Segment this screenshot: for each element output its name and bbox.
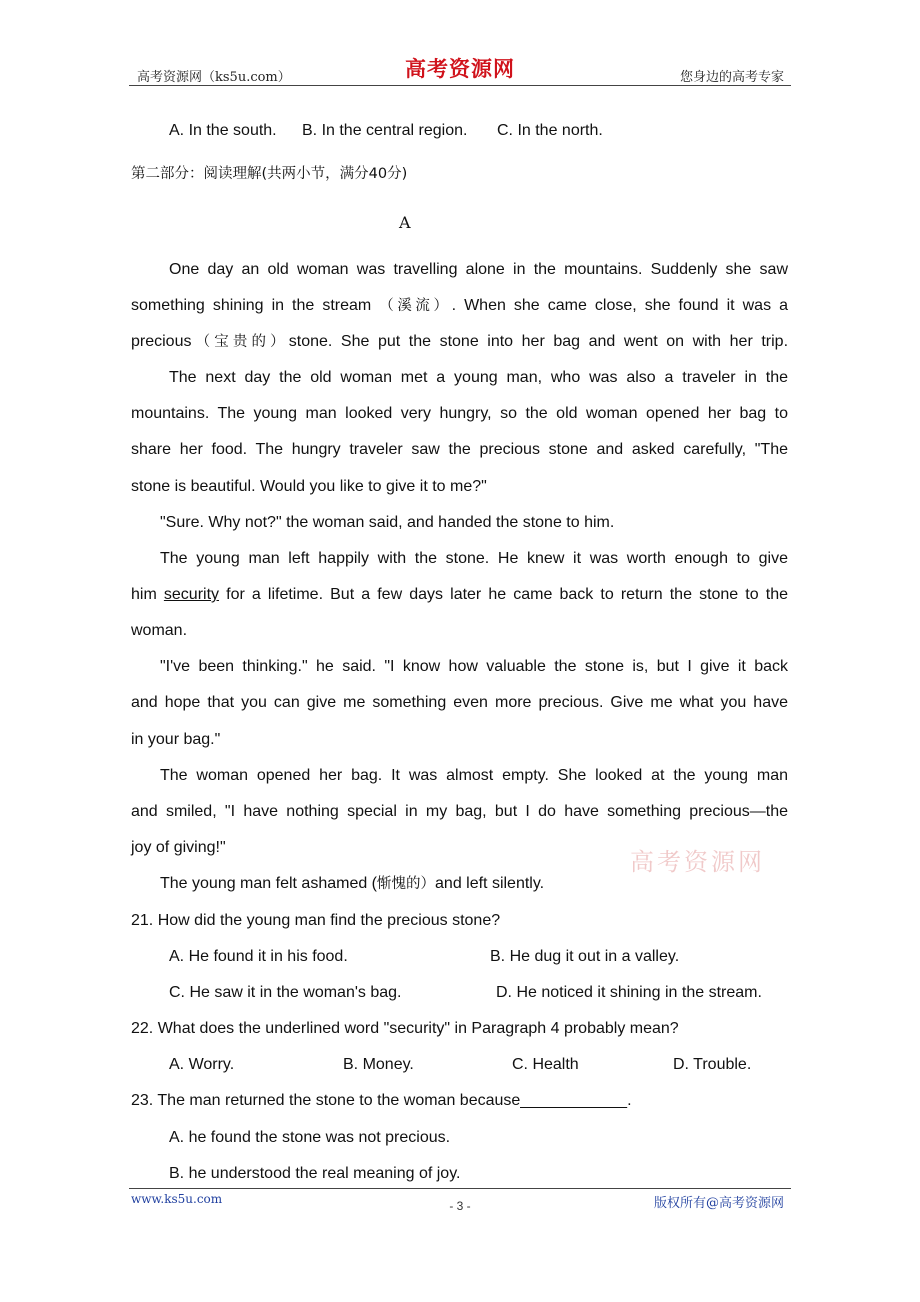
passage-line (131, 332, 788, 352)
watermark: 高考资源网 (630, 848, 765, 876)
header-site-name: 高考资源网（ks5u.com） (137, 70, 291, 85)
passage-text: The young man felt ashamed ( (160, 875, 378, 892)
passage-line: in your bag." (131, 731, 221, 748)
question-option: A. he found the stone was not precious. (169, 1129, 451, 1146)
passage-line: stone is beautiful. Would you like to give it to me?" (131, 478, 487, 495)
question-option: A. Worry. (169, 1056, 235, 1073)
footer-copyright: 版权所有@高考资源网 (653, 1196, 784, 1211)
question-option: C. He saw it in the woman's bag. (169, 984, 402, 1001)
passage-line: share her food. The hungry traveler saw the precious stone and asked carefully, "The (131, 441, 788, 458)
passage-line (160, 874, 544, 894)
passage-text: stone. She put the stone into her bag and went on with her trip. (288, 333, 789, 350)
passage-line: The woman opened her bag. It was almost empty. She looked at the young man (160, 767, 788, 784)
passage-gloss: （溪流） (379, 298, 452, 314)
passage-line: woman. (131, 622, 188, 639)
footer-divider (129, 1188, 791, 1189)
question-option: D. Trouble. (673, 1056, 752, 1073)
page-number: - 3 - (449, 1199, 471, 1213)
header-logo: 高考资源网 (405, 56, 515, 81)
passage-text: something shining in the stream (131, 297, 372, 314)
passage-gloss: 惭愧的） (377, 876, 436, 892)
passage-text: for a lifetime. But a few days later he came back to return the stone to the (226, 586, 788, 603)
header-slogan: 您身边的高考专家 (679, 70, 784, 85)
passage-text: precious (131, 333, 192, 350)
passage-line: One day an old woman was travelling alone in the mountains. Suddenly she saw (169, 261, 788, 278)
passage-line: and hope that you can give me something even more precious. Give me what you have (131, 694, 788, 711)
passage-text: and left silently. (435, 875, 545, 892)
passage-text: . When she came close, she found it was a (451, 297, 789, 314)
passage-text: him (131, 586, 157, 603)
question-option: B. Money. (343, 1056, 414, 1073)
passage-line: and smiled, "I have nothing special in my bag, but I do have something precious—the (131, 803, 788, 820)
question-option: B. he understood the real meaning of joy. (169, 1165, 461, 1182)
passage-line (131, 296, 788, 316)
passage-line: "Sure. Why not?" the woman said, and handed the stone to him. (160, 514, 615, 531)
question-stem: 21. How did the young man find the precious stone? (131, 912, 501, 929)
underlined-word-security: security (163, 586, 220, 603)
prev-option-a: A. In the south. (169, 122, 277, 139)
prev-option-b: B. In the central region. (302, 122, 468, 139)
question-option: A. He found it in his food. (169, 948, 348, 965)
passage-line: The young man left happily with the stone. He knew it was worth enough to give (160, 550, 788, 567)
passage-label: A (399, 213, 411, 232)
passage-gloss: （宝贵的） (191, 334, 289, 350)
section-title: 第二部分：阅读理解(共两小节，满分40分) (131, 166, 408, 182)
passage-line: "I've been thinking." he said. "I know how valuable the stone is, but I give it back (160, 658, 788, 675)
header-divider (129, 85, 791, 86)
passage-line (131, 585, 788, 605)
question-option: C. Health (512, 1056, 579, 1073)
question-option: D. He noticed it shining in the stream. (496, 984, 762, 1001)
question-stem: 22. What does the underlined word "security" in Paragraph 4 probably mean? (131, 1020, 679, 1037)
question-option: B. He dug it out in a valley. (490, 948, 680, 965)
passage-line: mountains. The young man looked very hungry, so the old woman opened her bag to (131, 405, 788, 422)
footer-site-link[interactable]: www.ks5u.com (131, 1192, 223, 1206)
prev-option-c: C. In the north. (497, 122, 603, 139)
passage-line: joy of giving!" (131, 839, 226, 856)
question-stem: 23. The man returned the stone to the woman because____________. (131, 1092, 632, 1109)
passage-line: The next day the old woman met a young man, who was also a traveler in the (169, 369, 788, 386)
